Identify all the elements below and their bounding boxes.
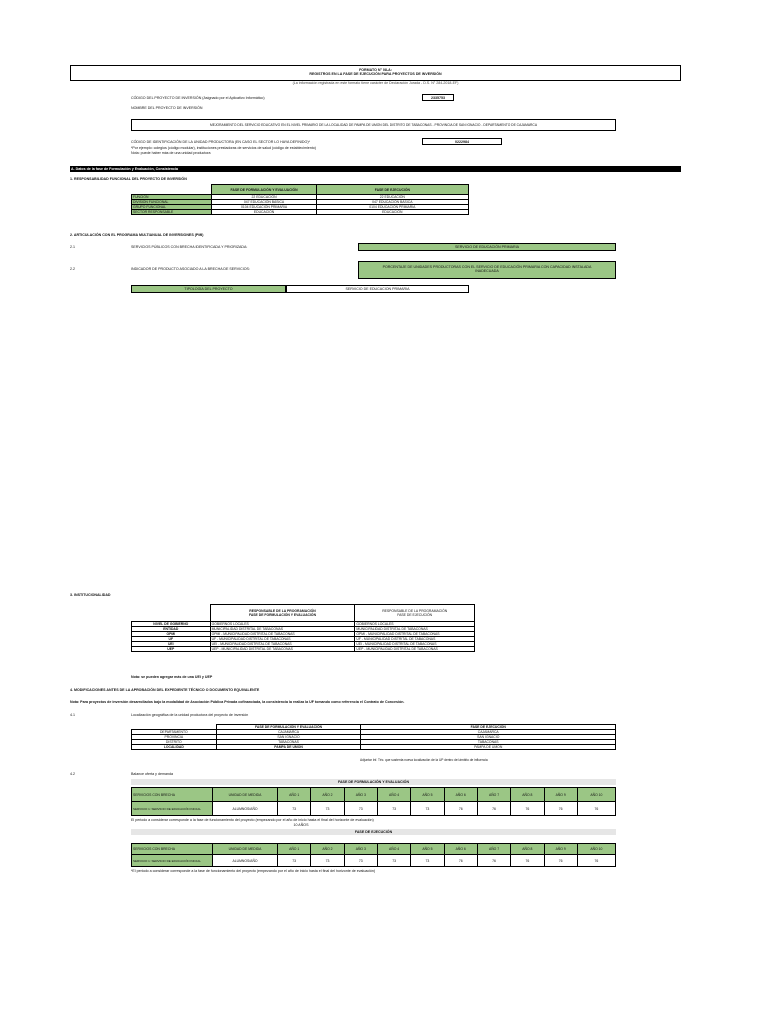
bal1-head-year: AÑO 4 [377, 788, 410, 802]
inst-col-2b: FASE DE EJECUCIÓN [397, 613, 433, 617]
bal2-service: SERVICIO 1: SERVICIO DE EDUCACIÓN INICIAL [132, 855, 213, 867]
inst-row-label: UEI [132, 642, 211, 647]
bal1-head-service: SERVICIOS CON BRECHA [132, 788, 213, 802]
period-note-1: El periodo a considerar corresponde a la fase de funcionamiento del proyecto (empezando por el año de inicio hasta el final del horizonte de evaluación) [131, 818, 374, 822]
bal1-head-year: AÑO 2 [311, 788, 344, 802]
bal1-value: 73 [278, 802, 311, 816]
project-code-label: CÓDIGO DEL PROYECTO DE INVERSIÓN (Asignado por el Aplicativo Informático) [131, 96, 265, 100]
bal1-service: SERVICIO 1: SERVICIO DE EDUCACIÓN INICIAL [132, 802, 213, 816]
balance-table-formulation [131, 787, 616, 816]
inst-row-a: OPMI - MUNICIPALIDAD DISTRITAL DE TABACONAS [210, 632, 355, 637]
bal2-head-year: AÑO 8 [511, 844, 544, 855]
resp-row-a: EDUCACIÓN [212, 210, 316, 215]
responsibility-table [131, 184, 469, 215]
project-name-value: MEJORAMIENTO DEL SERVICIO EDUCATIVO EN EL NIVEL PRIMARIO DE LA LOCALIDAD DE PAMPA DE UMON DEL DISTRITO DE TABACONAS - PROVINCIA DE SAN IGNACIO - DEPARTAMENTO DE CAJAMARCA [131, 119, 616, 131]
bal2-head-year: AÑO 7 [477, 844, 510, 855]
sec4-title: 4. MODIFICACIONES ANTES DE LA APROBACIÓN DEL EXPEDIENTE TÉCNICO O DOCUMENTO EQUIVALENTE [70, 688, 260, 692]
loc-row-label: DISTRITO [132, 740, 217, 745]
bal2-value: 73 [344, 855, 377, 867]
bal1-value: 73 [311, 802, 344, 816]
sec2-value-2b: INADECUADA [475, 269, 499, 274]
bal2-value: 73 [278, 855, 311, 867]
inst-row-b: MUNICIPALIDAD DISTRITAL DE TABACONAS [355, 627, 475, 632]
project-code-value: 2335753 [422, 94, 454, 101]
bal2-value: 73 [311, 855, 344, 867]
bal2-value: 73 [411, 855, 444, 867]
fase-ejecucion-title: FASE DE EJECUCIÓN [131, 829, 616, 835]
header-title-1: FORMATO N° 08-A: [359, 68, 392, 72]
bal1-head-year: AÑO 7 [477, 788, 510, 802]
resp-row-b: 047 EDUCACIÓN BÁSICA [316, 200, 468, 205]
bal1-head-year: AÑO 9 [544, 788, 577, 802]
resp-row-a: 22 EDUCACIÓN [212, 195, 316, 200]
header-subtitle: (La información registrada en este formato tiene carácter de Declaración Jurada - D.S. N° 284-2018-EF) [292, 81, 459, 85]
resp-col-formulation: FASE DE FORMULACIÓN Y EVALUACIÓN [212, 185, 316, 195]
bal1-value: 76 [444, 802, 477, 816]
resp-row-a: 047 EDUCACIÓN BÁSICA [212, 200, 316, 205]
bal2-head-year: AÑO 3 [344, 844, 377, 855]
header-title-2: REGISTROS EN LA FASE DE EJECUCIÓN PARA PROYECTOS DE INVERSIÓN [309, 72, 442, 77]
inst-row-label: ENTIDAD [132, 627, 211, 632]
sec3-note: Nota: se pueden agregar más de una UEI y UEP [131, 675, 213, 679]
resp-row-label: GRUPO FUNCIONAL [132, 205, 212, 210]
bal2-head-year: AÑO 9 [544, 844, 577, 855]
inst-row-label: OPMI [132, 632, 211, 637]
inst-row-b: OPMI - MUNICIPALIDAD DISTRITAL DE TABACONAS [355, 632, 475, 637]
bal1-value: 76 [477, 802, 510, 816]
inst-row-b: UEI - MUNICIPALIDAD DISTRITAL DE TABACONAS [355, 642, 475, 647]
loc-row-b: TABACONAS [361, 740, 616, 745]
section-a-bar: A. Datos de la fase de Formulación y Evaluación, Consistencia [70, 166, 681, 172]
loc-col-formulation: FASE DE FORMULACIÓN Y EVALUACIÓN [216, 725, 361, 730]
bal2-value: 73 [377, 855, 410, 867]
tipologia-value: SERVICIO DE EDUCACION PRIMARIA [286, 285, 469, 293]
sec4-label-2: Balance oferta y demanda [131, 772, 173, 776]
bal1-head-unit: UNIDAD DE MEDIDA [213, 788, 278, 802]
inst-row-a: UEP - MUNICIPALIDAD DISTRITAL DE TABACONAS [210, 647, 355, 652]
sec2-value-2 [358, 261, 616, 279]
sec1-title: 1. RESPONSABILIDAD FUNCIONAL DEL PROYECTO DE INVERSIÓN [70, 177, 187, 181]
inst-row-a: UF - MUNICIPALIDAD DISTRITAL DE TABACONAS [210, 637, 355, 642]
resp-row-label: FUNCIÓN [132, 195, 212, 200]
sec2-label-1: SERVICIOS PÚBLICOS CON BRECHA IDENTIFICADA Y PRIORIZADA: [131, 245, 248, 249]
resp-row-b: 22 EDUCACIÓN [316, 195, 468, 200]
loc-row-b: SAN IGNACIO [361, 735, 616, 740]
loc-row-a: PAMPA DE UMON [216, 745, 361, 750]
bal1-value: 73 [411, 802, 444, 816]
inst-row-label: UEP [132, 647, 211, 652]
resp-row-b: EDUCACIÓN [316, 210, 468, 215]
bal2-head-year: AÑO 2 [311, 844, 344, 855]
loc-row-label: LOCALIDAD [132, 745, 217, 750]
tipologia-label: TIPOLOGÍA DEL PROYECTO [131, 285, 286, 293]
bal1-head-year: AÑO 8 [511, 788, 544, 802]
inst-row-b: UEP - MUNICIPALIDAD DISTRITAL DE TABACONAS [355, 647, 475, 652]
inst-col-1a: RESPONSABLE DE LA PROGRAMACIÓN [249, 609, 316, 613]
bal2-value: 76 [477, 855, 510, 867]
sec3-title: 3. INSTITUCIONALIDAD [70, 593, 111, 597]
loc-row-a: SAN IGNACIO [216, 735, 361, 740]
bal2-head-year: AÑO 10 [577, 844, 615, 855]
inst-row-a: UEI - MUNICIPALIDAD DISTRITAL DE TABACONAS [210, 642, 355, 647]
bal2-head-service: SERVICIOS CON BRECHA [132, 844, 213, 855]
inst-row-a: MUNICIPALIDAD DISTRITAL DE TABACONAS [210, 627, 355, 632]
sec4-label-1: Localización geográfica de la unidad productora del proyecto de inversión [131, 713, 249, 717]
inst-col-1b: FASE DE FORMULACIÓN Y EVALUACIÓN [248, 613, 317, 617]
bal2-head-unit: UNIDAD DE MEDIDA [213, 844, 278, 855]
sec2-label-2: INDICADOR DE PRODUCTO ASOCIADO A LA BRECHA DE SERVICIOS: [131, 267, 250, 271]
inst-col-execution [355, 605, 475, 622]
bal1-unit: ALUMNOS/AÑO [213, 802, 278, 816]
inst-col-2a: RESPONSABLE DE LA PROGRAMACIÓN [382, 609, 448, 613]
bal2-value: 76 [511, 855, 544, 867]
sec2-title: 2. ARTICULACIÓN CON EL PROGRAMA MULTIANUAL DE INVERSIONES (PMI) [70, 233, 204, 237]
bal1-value: 73 [377, 802, 410, 816]
bal1-head-year: AÑO 5 [411, 788, 444, 802]
institutional-table [131, 604, 475, 652]
inst-row-a: GOBIERNOS LOCALES [210, 622, 355, 627]
bal1-value: 73 [344, 802, 377, 816]
loc-col-execution: FASE DE EJECUCIÓN [361, 725, 616, 730]
bal1-head-year: AÑO 10 [577, 788, 615, 802]
loc-row-b: PAMPA DE UMON [361, 745, 616, 750]
sec4-num-1: 4.1 [70, 713, 75, 717]
bal2-value: 76 [544, 855, 577, 867]
inst-row-label: NIVEL DE GOBIERNO [132, 622, 211, 627]
sec2-num-1: 2.1 [70, 245, 75, 249]
period-note-2: *El periodo a considerar corresponde a la fase de funcionamiento del proyecto (empezando por el año de inicio hasta el final del horizonte de evaluación) [131, 869, 376, 873]
loc-row-a: TABACONAS [216, 740, 361, 745]
balance-table-execution [131, 843, 616, 867]
sec4-note: Nota: Para proyectos de inversión desarrollados bajo la modalidad de Asociación Pública Privada cofinanciada, la consistencia la realiza la UF tomando como referencia el Contrato de Concesión. [70, 700, 405, 704]
bal1-value: 76 [577, 802, 615, 816]
sec2-value-2a: PORCENTAJE DE UNIDADES PRODUCTORAS CON EL SERVICIO DE EDUCACIÓN PRIMARIA CON CAPACIDAD INSTALADA [382, 265, 592, 269]
bal2-head-year: AÑO 6 [444, 844, 477, 855]
fase-formulacion-title: FASE DE FORMULACIÓN Y EVALUACIÓN [131, 779, 616, 785]
bal1-value: 76 [544, 802, 577, 816]
bal2-head-year: AÑO 5 [411, 844, 444, 855]
sec4-num-2: 4.2 [70, 772, 75, 776]
inst-row-b: GOBIERNOS LOCALES [355, 622, 475, 627]
loc-row-b: CAJAMARCA [361, 730, 616, 735]
loc-row-label: PROVINCIA [132, 735, 217, 740]
inst-row-b: UF - MUNICIPALIDAD DISTRITAL DE TABACONAS [355, 637, 475, 642]
project-name-label: NOMBRE DEL PROYECTO DE INVERSIÓN [131, 106, 203, 110]
unit-note-2: Nota: puede haber más de una unidad productora [131, 151, 211, 155]
bal2-unit: ALUMNOS/AÑO [213, 855, 278, 867]
sec2-num-2: 2.2 [70, 267, 75, 271]
header-box [70, 65, 681, 81]
unit-code-label: CÓDIGO DE IDENTIFICACIÓN DE LA UNIDAD PRODUCTORA (EN CASO EL SECTOR LO HAYA DEFINIDO)* [131, 140, 310, 144]
bal2-head-year: AÑO 1 [278, 844, 311, 855]
loc-row-label: DEPARTAMENTO [132, 730, 217, 735]
inst-col-formulation [210, 605, 355, 622]
resp-row-a: 0104 EDUCACIÓN PRIMARIA [212, 205, 316, 210]
loc-row-a: CAJAMARCA [216, 730, 361, 735]
unit-note-1: *Por ejemplo: colegios (código modular), instituciones prestadoras de servicios de salud (código de establecimiento) [131, 146, 316, 150]
location-table [131, 724, 616, 750]
bal1-head-year: AÑO 1 [278, 788, 311, 802]
resp-col-execution: FASE DE EJECUCIÓN [316, 185, 468, 195]
bal2-value: 76 [577, 855, 615, 867]
bal2-head-year: AÑO 4 [377, 844, 410, 855]
inst-row-label: UF [132, 637, 211, 642]
sec2-value-1: SERVICIO DE EDUCACIÓN PRIMARIA [358, 243, 616, 251]
resp-row-label: DIVISIÓN FUNCIONAL [132, 200, 212, 205]
unit-code-value: 0222984 [422, 138, 502, 145]
bal1-head-year: AÑO 6 [444, 788, 477, 802]
resp-row-label: SECTOR RESPONSABLE [132, 210, 212, 215]
resp-row-b: 0104 EDUCACIÓN PRIMARIA [316, 205, 468, 210]
bal2-value: 76 [444, 855, 477, 867]
bal1-value: 76 [511, 802, 544, 816]
period-years: 10 AÑOS [293, 823, 309, 827]
bal1-head-year: AÑO 3 [344, 788, 377, 802]
loc-note: Adjuntar Inf. Téc. que sustenta nueva localización de la UP dentro del ámbito de influencia [360, 758, 488, 762]
